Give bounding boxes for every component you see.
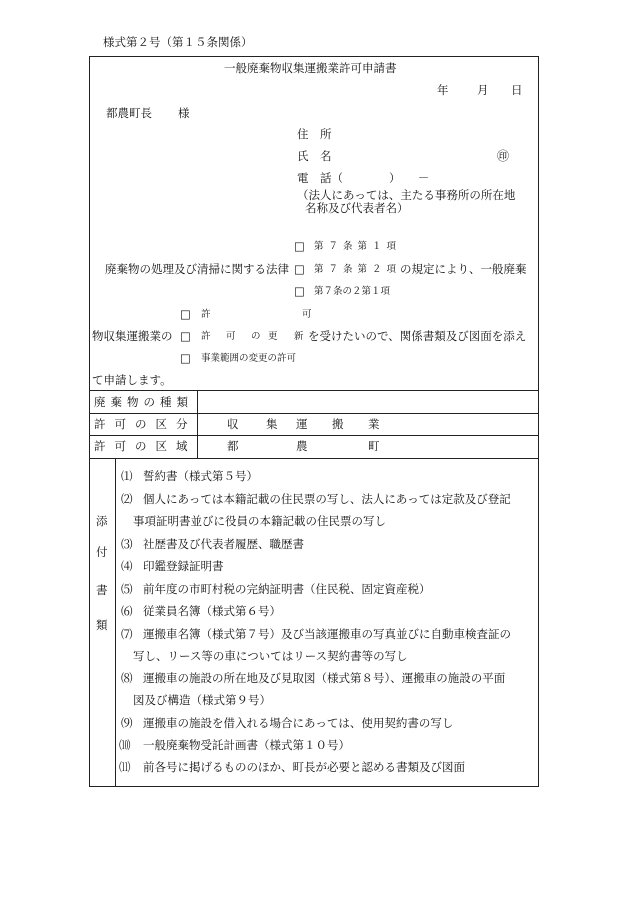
addressee-honorific: 様	[178, 106, 190, 120]
column-divider	[115, 458, 116, 787]
closing-text: て申請します。	[92, 373, 172, 387]
law-article-option-3: 第７条の２第１項	[314, 286, 391, 297]
checkbox-icon[interactable]: □	[294, 284, 305, 298]
attachment-text: 運搬車名簿（様式第７号）及び当該運搬車の写真並びに自動車検査証の	[143, 627, 511, 641]
attachments-side-label-char: 添	[96, 514, 108, 528]
attachment-number: ⑶	[121, 537, 133, 551]
attachment-number: ⑸	[121, 582, 133, 596]
law-name: 廃棄物の処理及び清掃に関する法律	[105, 262, 289, 276]
option-permit-char-1: 許	[201, 309, 211, 320]
date-month-label: 月	[477, 83, 489, 97]
attachment-text: 前年度の市町村税の完納証明書（住民税、固定資産税）	[143, 582, 431, 596]
attachment-number: ⑽	[119, 738, 131, 752]
permit-area-char: 農	[296, 439, 308, 453]
option-scope-change: 事業範囲の変更の許可	[201, 353, 297, 364]
addressee: 都農町長	[106, 106, 152, 120]
divider	[89, 435, 539, 436]
permit-area-char: 町	[368, 439, 380, 453]
attachment-text: 図及び構造（様式第９号）	[133, 693, 271, 707]
business-label: 物収集運搬業の	[92, 329, 173, 343]
attachment-number: ⑾	[119, 760, 131, 774]
attachment-text: 一般廃棄物受託計画書（様式第１０号）	[143, 738, 350, 752]
attachment-number: ⑷	[121, 559, 133, 573]
law-article-option-2: 第７条第２項	[314, 264, 402, 275]
checkbox-icon[interactable]: □	[294, 239, 305, 253]
attachment-text: 個人にあっては本籍記載の住民票の写し、法人にあっては定款及び登記	[143, 492, 511, 506]
divider	[89, 413, 539, 414]
law-article-option-1: 第７条第１項	[314, 241, 402, 252]
attachment-text: 事項証明書並びに役員の本籍記載の住民票の写し	[133, 514, 386, 528]
phone-label: 電 話（ ） －	[297, 171, 430, 185]
address-label: 住 所	[297, 127, 332, 141]
option-permit-char-2: 可	[302, 309, 312, 320]
attachment-number: ⑹	[121, 604, 133, 618]
permit-class-char: 業	[368, 417, 380, 431]
attachments-side-label-char: 書	[96, 583, 108, 597]
attachment-text: 誓約書（様式第５号）	[143, 469, 258, 483]
attachment-text: 写し、リース等の車についてはリース契約書等の写し	[133, 649, 408, 663]
option-renewal-char-1: 許	[201, 331, 211, 342]
attachment-number: ⑵	[121, 492, 133, 506]
divider	[89, 458, 539, 459]
attachment-text: 運搬車の施設を借入れる場合にあっては、使用契約書の写し	[143, 716, 454, 730]
waste-type-label: 廃棄物の種類	[94, 395, 193, 409]
attachment-number: ⑴	[121, 469, 133, 483]
attachment-text: 運搬車の施設の所在地及び見取図（様式第８号）、運搬車の施設の平面	[143, 671, 506, 685]
column-divider	[197, 390, 198, 458]
permit-area-label: 許可の区域	[94, 439, 197, 453]
permit-class-char: 集	[266, 417, 278, 431]
attachment-number: ⑺	[121, 627, 133, 641]
checkbox-icon[interactable]: □	[180, 351, 191, 365]
attachment-text: 前各号に掲げるもののほか、町長が必要と認める書類及び図面	[143, 760, 465, 774]
attachment-text: 社歴書及び代表者履歴、職歴書	[143, 537, 304, 551]
law-suffix: の規定により、一般廃棄	[400, 262, 527, 276]
option-renewal-char-5: 新	[294, 331, 304, 342]
attachment-text: 印鑑登録証明書	[143, 559, 224, 573]
form-number: 様式第２号（第１５条関係）	[103, 35, 253, 49]
checkbox-icon[interactable]: □	[294, 262, 305, 276]
permit-class-char: 運	[296, 417, 308, 431]
divider	[89, 390, 539, 391]
form-title: 一般廃棄物収集運搬業許可申請書	[224, 61, 397, 75]
corporate-note-line2: 名称及び代表者名）	[305, 201, 409, 215]
permit-area-char: 都	[227, 439, 239, 453]
option-renewal-char-3: の	[251, 331, 261, 342]
attachment-number: ⑻	[121, 671, 133, 685]
permit-class-label: 許可の区分	[94, 417, 197, 431]
name-label: 氏 名	[297, 149, 332, 163]
corporate-note-line1: （法人にあっては、主たる事務所の所在地	[297, 188, 516, 202]
business-suffix: を受けたいので、関係書類及び図面を添え	[308, 329, 527, 343]
attachments-side-label-char: 付	[96, 545, 108, 559]
attachments-side-label-char: 類	[96, 618, 108, 632]
checkbox-icon[interactable]: □	[180, 329, 191, 343]
seal-mark: ㊞	[497, 149, 510, 163]
date-year-label: 年	[437, 83, 449, 97]
permit-class-char: 収	[227, 417, 239, 431]
checkbox-icon[interactable]: □	[180, 307, 191, 321]
option-renewal-char-4: 更	[268, 331, 278, 342]
date-day-label: 日	[511, 83, 523, 97]
permit-class-char: 搬	[332, 417, 344, 431]
attachment-text: 従業員名簿（様式第６号）	[143, 604, 281, 618]
attachment-number: ⑼	[121, 716, 133, 730]
option-renewal-char-2: 可	[226, 331, 236, 342]
